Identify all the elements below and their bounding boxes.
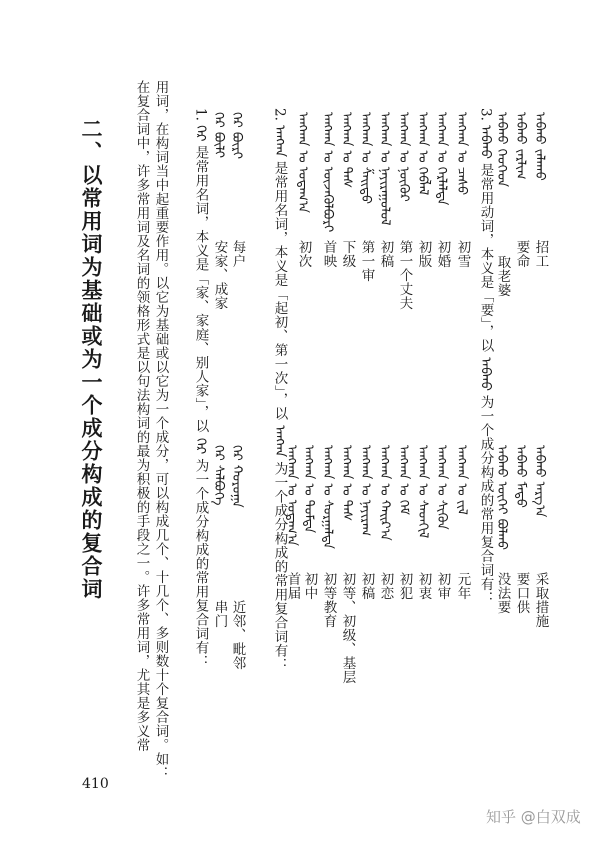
gloss: 采取措施 (532, 572, 549, 628)
gloss: 首映 (320, 240, 337, 268)
mongol-term: ᠠᠩᠬᠠᠨ ᠤ ᠰᠡᠳᠬᠢᠯ (415, 445, 430, 539)
gloss: 首届 (284, 572, 301, 600)
mongol-term: ᠠᠩᠬᠠᠨ ᠤ ᠳᠡᠰ (339, 445, 354, 521)
mongol-term: ᠭᠡᠷ ᠰᠡᠯᠪᠦᠭᠡ (211, 445, 226, 506)
mongol-term: ᠠᠩᠬᠠᠨ ᠤ ᠬᠡᠪᠯᠡᠯ (415, 112, 430, 196)
gloss: 没法要 (494, 572, 511, 614)
gloss: 初审 (434, 572, 451, 600)
mongol-term: ᠠᠩᠬᠠᠨ ᠤ ᠳᠡᠰ (339, 112, 354, 188)
gloss: 近邻、毗邻 (229, 600, 246, 670)
mongol-term: ᠠᠪᠬᠤ ᠬᠡᠦᠬᠡᠳ (494, 112, 509, 188)
mongol-term: ᠠᠩᠬᠠᠨ ᠤ ᠱᠢᠭᠦᠨ (434, 445, 449, 530)
gloss: 初稿 (358, 572, 375, 600)
mongol-term: ᠠᠪᠬᠤ ᠠᠷᠭ᠎ᠠ (532, 445, 547, 518)
gloss: 安家、成家 (211, 240, 228, 310)
gloss: 初犯 (396, 572, 413, 600)
mongol-term: ᠠᠪᠬᠤ ᠮᠡᠳᠦ (513, 445, 528, 508)
mongol-term: ᠠᠩᠬᠠᠨ ᠤ ᠵᠢᠯ (454, 445, 469, 515)
gloss: 初等、初级、基层 (339, 572, 356, 684)
watermark: 知乎 @白双成 (486, 808, 581, 826)
intro-line-1: 用词，在构词当中起重要作用。以它为基础或以它为一个成分，可以构成几个、十几个、多则数十个复合词。如： (152, 80, 169, 780)
gloss: 初版 (415, 240, 432, 268)
section-2-heading: 2. ᠠᠩᠬᠠ 是常用名词，本义是「起初、第一次」，以 ᠠᠩᠬᠠ 为一个成分构成的常用复合词有： (271, 108, 288, 672)
mongol-term: ᠠᠩᠬᠠᠨ ᠤ ᠤᠳᠠᠭ᠎ᠠ (284, 445, 299, 546)
gloss: 第一审 (358, 240, 375, 282)
gloss: 要命 (513, 240, 530, 268)
gloss: 初衷 (415, 572, 432, 600)
mongol-term: ᠠᠩᠬᠠᠨ ᠤ ᠭᠡᠷᠯᠡᠯᠲᠡ (434, 112, 449, 206)
gloss: 初稿 (377, 240, 394, 268)
mongol-term: ᠠᠩᠬᠠᠨ ᠤ ᠳᠤᠮᠳᠠ (301, 445, 316, 534)
gloss: 第一个丈夫 (396, 240, 413, 310)
mongol-term: ᠠᠩᠬᠠᠨ ᠤ ᠦᠵᠡᠭᠦᠯᠪᠦᠷᠢ (320, 112, 335, 233)
page-number: 410 (82, 776, 109, 792)
section-title: 二、以常用词为基础或为一个成分构成的复合词 (79, 118, 103, 601)
mongol-term: ᠭᠡᠷ ᠪᠦᠷᠢ (229, 112, 244, 160)
mongol-term: ᠠᠩᠬᠠᠨ ᠤ ᠨᠠᠶᠢᠷᠠᠭᠤᠯᠤᠯ (377, 112, 392, 226)
gloss: 元年 (454, 572, 471, 600)
gloss: 要口供 (513, 572, 530, 614)
gloss: 招工 (532, 240, 549, 268)
section-1-heading: 1. ᠭᠡᠷ 是常用名词，本义是「家、家庭、别人家」，以 ᠭᠡᠷ 为一个成分构成的常用复合词有： (192, 108, 209, 669)
gloss: 取老婆 (494, 255, 511, 297)
section-3-heading: 3. ᠠᠪᠬᠤ 是常用动词，本义是「要」，以 ᠠᠪᠬᠤ 为一个成分构成的常用复合词有： (477, 108, 494, 606)
gloss: 初雪 (454, 240, 471, 268)
mongol-term: ᠠᠩᠬᠠᠨ ᠤ ᠤᠳᠠᠭ᠎ᠠ (295, 112, 310, 213)
mongol-term: ᠠᠩᠬᠠᠨ ᠤ ᠱᠡᠢᠲᠦ (358, 112, 373, 204)
mongol-term: ᠠᠪᠬᠤ ᠵᠠᠯᠠᠬᠤ (532, 112, 547, 181)
mongol-term: ᠭᠡᠷ ᠪᠦᠯᠢ (211, 112, 226, 159)
mongol-term: ᠠᠩᠬᠠᠨ ᠤ ᠬᠠᠢᠷ᠎ᠠ (377, 445, 392, 541)
gloss: 初中 (301, 572, 318, 600)
mongol-term: ᠠᠩᠬᠠᠨ ᠤ ᠴᠠᠰᠤ (454, 112, 469, 196)
gloss: 每户 (229, 240, 246, 268)
gloss: 初婚 (434, 240, 451, 268)
gloss: 初次 (295, 240, 312, 268)
mongol-term: ᠠᠪᠬᠤ ᠵᠠᠷᠯᠢᠭ (513, 112, 528, 180)
gloss: 下级 (339, 240, 356, 268)
mongol-term: ᠠᠩᠬᠠᠨ ᠤ ᠭᠡᠮ (396, 445, 411, 515)
gloss: 初等教育 (320, 572, 337, 628)
mongol-term: ᠭᠡᠷ ᠬᠣᠷᠣᠭᠠ (229, 445, 244, 508)
gloss: 初恋 (377, 572, 394, 600)
intro-line-2: 在复合词中，许多常用词及名词的领格形式是以句法构词的最为积极的手段之一。许多常用词，尤其是多义常 (133, 80, 150, 752)
mongol-term: ᠠᠩᠬᠠᠨ ᠤ ᠨᠥᠬᠦᠷ (396, 112, 411, 202)
mongol-term: ᠠᠩᠬᠠᠨ ᠤ ᠰᠤᠷᠭᠠᠯᠲᠠ (320, 445, 335, 549)
mongol-term: ᠠᠩᠬᠠᠨ ᠤ ᠨᠠᠶᠢᠷᠠᠭ (358, 445, 373, 537)
gloss: 串门 (211, 600, 228, 628)
mongol-term: ᠠᠪᠬᠤ ᠦᠭᠡᠢ ᠪᠣᠯᠬᠤ (494, 445, 509, 551)
